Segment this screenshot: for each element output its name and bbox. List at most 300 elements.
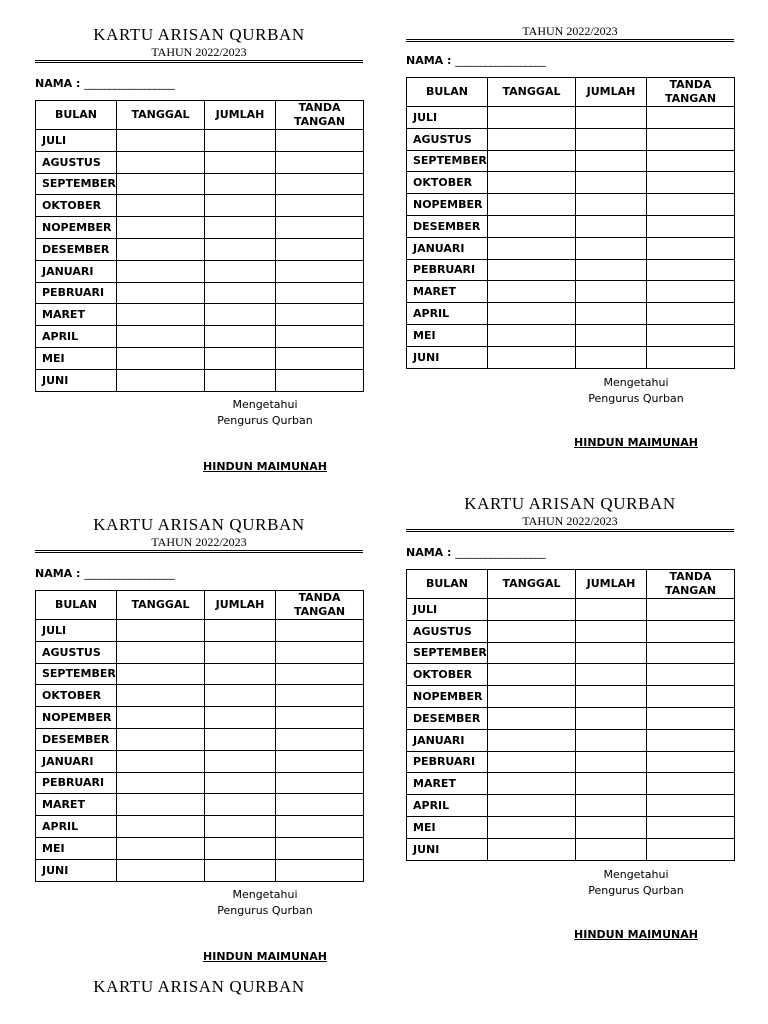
date-cell[interactable] (488, 259, 576, 281)
table-row (407, 150, 735, 172)
amount-cell[interactable] (205, 282, 276, 304)
signature-cell[interactable] (647, 194, 735, 216)
column-header: BULAN (36, 101, 117, 130)
month-cell: MARET (36, 794, 117, 816)
acknowledged-label: Mengetahui (232, 397, 298, 411)
amount-cell[interactable] (205, 151, 276, 173)
date-cell[interactable] (488, 751, 576, 773)
date-cell[interactable] (488, 107, 576, 129)
month-cell: JULI (36, 620, 117, 642)
month-cell: PEBRUARI (407, 751, 488, 773)
column-header: BULAN (407, 570, 488, 599)
table-row (36, 173, 364, 195)
signature-cell[interactable] (276, 304, 364, 326)
column-header: TANGGAL (117, 591, 205, 620)
table-row (36, 794, 364, 816)
signature-cell[interactable] (647, 707, 735, 729)
amount-cell[interactable] (576, 259, 647, 281)
name-blank: __________________ (455, 54, 546, 67)
date-cell[interactable] (488, 838, 576, 860)
month-cell: DESEMBER (36, 728, 117, 750)
month-cell: PEBRUARI (36, 772, 117, 794)
date-cell[interactable] (117, 794, 205, 816)
amount-cell[interactable] (576, 172, 647, 194)
card-partial-bottom (35, 977, 363, 997)
month-cell: NOPEMBER (407, 194, 488, 216)
amount-cell[interactable] (205, 728, 276, 750)
month-cell: SEPTEMBER (36, 173, 117, 195)
signatory-name: HINDUN MAIMUNAH (203, 459, 327, 473)
payment-table (406, 569, 735, 861)
amount-cell[interactable] (576, 599, 647, 621)
table-header-row (407, 78, 735, 107)
date-cell[interactable] (488, 707, 576, 729)
month-cell: NOPEMBER (36, 217, 117, 239)
month-cell: JANUARI (407, 237, 488, 259)
amount-cell[interactable] (205, 238, 276, 260)
table-row (36, 195, 364, 217)
month-cell: JUNI (407, 838, 488, 860)
acknowledged-label: Mengetahui (603, 867, 669, 881)
signature-cell[interactable] (647, 281, 735, 303)
card-title: KARTU ARISAN QURBAN (93, 977, 305, 996)
signature-cell[interactable] (276, 685, 364, 707)
divider (35, 550, 363, 553)
table-row (407, 642, 735, 664)
table-row (36, 369, 364, 391)
date-cell[interactable] (117, 195, 205, 217)
column-header: TANDA TANGAN (647, 570, 735, 599)
signature-cell[interactable] (276, 837, 364, 859)
name-field (406, 546, 734, 560)
month-cell: MARET (407, 773, 488, 795)
amount-cell[interactable] (576, 237, 647, 259)
amount-cell[interactable] (576, 107, 647, 129)
month-cell: MEI (407, 324, 488, 346)
table-row (407, 664, 735, 686)
signature-cell[interactable] (276, 217, 364, 239)
signature-cell[interactable] (647, 664, 735, 686)
table-row (407, 281, 735, 303)
signature-cell[interactable] (647, 795, 735, 817)
amount-cell[interactable] (205, 260, 276, 282)
signature-cell[interactable] (276, 663, 364, 685)
date-cell[interactable] (117, 173, 205, 195)
signature-block (165, 397, 365, 475)
table-row (407, 599, 735, 621)
card-top-right (406, 24, 734, 451)
role-label: Pengurus Qurban (217, 413, 313, 427)
month-cell: JUNI (36, 859, 117, 881)
table-row (36, 326, 364, 348)
column-header: JUMLAH (576, 78, 647, 107)
signature-cell[interactable] (647, 816, 735, 838)
signature-cell[interactable] (276, 750, 364, 772)
signature-cell[interactable] (276, 238, 364, 260)
table-row (407, 215, 735, 237)
table-row (36, 282, 364, 304)
table-row (36, 859, 364, 881)
amount-cell[interactable] (576, 194, 647, 216)
date-cell[interactable] (488, 215, 576, 237)
table-row (407, 172, 735, 194)
table-row (36, 707, 364, 729)
amount-cell[interactable] (576, 128, 647, 150)
signature-cell[interactable] (647, 172, 735, 194)
table-header-row (407, 570, 735, 599)
date-cell[interactable] (117, 663, 205, 685)
month-cell: JUNI (36, 369, 117, 391)
table-row (36, 130, 364, 152)
table-row (407, 107, 735, 129)
column-header: TANGGAL (488, 78, 576, 107)
card-year: TAHUN 2022/2023 (151, 535, 247, 549)
amount-cell[interactable] (205, 859, 276, 881)
table-row (407, 324, 735, 346)
amount-cell[interactable] (205, 707, 276, 729)
amount-cell[interactable] (205, 326, 276, 348)
signature-cell[interactable] (647, 751, 735, 773)
date-cell[interactable] (117, 217, 205, 239)
table-row (36, 663, 364, 685)
signature-cell[interactable] (647, 838, 735, 860)
month-cell: JULI (407, 107, 488, 129)
column-header: BULAN (36, 591, 117, 620)
date-cell[interactable] (488, 150, 576, 172)
table-row (36, 837, 364, 859)
name-label: NAMA : (35, 77, 81, 90)
date-cell[interactable] (117, 728, 205, 750)
amount-cell[interactable] (205, 750, 276, 772)
amount-cell[interactable] (576, 215, 647, 237)
signature-cell[interactable] (647, 620, 735, 642)
signature-cell[interactable] (276, 772, 364, 794)
table-row (407, 707, 735, 729)
amount-cell[interactable] (576, 281, 647, 303)
table-row (407, 237, 735, 259)
month-cell: OKTOBER (407, 172, 488, 194)
table-row (407, 838, 735, 860)
acknowledged-label: Mengetahui (603, 375, 669, 389)
amount-cell[interactable] (205, 641, 276, 663)
table-row (407, 816, 735, 838)
amount-cell[interactable] (205, 685, 276, 707)
date-cell[interactable] (488, 324, 576, 346)
signature-cell[interactable] (647, 729, 735, 751)
table-row (407, 773, 735, 795)
table-row (407, 194, 735, 216)
signature-cell[interactable] (276, 816, 364, 838)
date-cell[interactable] (117, 326, 205, 348)
date-cell[interactable] (117, 641, 205, 663)
table-row (407, 729, 735, 751)
month-cell: APRIL (36, 816, 117, 838)
table-row (36, 750, 364, 772)
name-label: NAMA : (406, 546, 452, 559)
table-row (36, 816, 364, 838)
card-year: TAHUN 2022/2023 (151, 45, 247, 59)
amount-cell[interactable] (576, 838, 647, 860)
signature-cell[interactable] (647, 324, 735, 346)
amount-cell[interactable] (205, 794, 276, 816)
signature-cell[interactable] (647, 128, 735, 150)
card-title: KARTU ARISAN QURBAN (464, 494, 676, 513)
table-row (36, 728, 364, 750)
signature-cell[interactable] (276, 173, 364, 195)
signature-cell[interactable] (647, 215, 735, 237)
divider (406, 39, 734, 42)
date-cell[interactable] (488, 816, 576, 838)
date-cell[interactable] (117, 859, 205, 881)
date-cell[interactable] (117, 816, 205, 838)
name-label: NAMA : (35, 567, 81, 580)
table-row (36, 685, 364, 707)
signature-cell[interactable] (276, 130, 364, 152)
acknowledged-label: Mengetahui (232, 887, 298, 901)
signatory-name: HINDUN MAIMUNAH (574, 435, 698, 449)
name-blank: __________________ (455, 546, 546, 559)
signature-cell[interactable] (276, 728, 364, 750)
payment-table (35, 100, 364, 392)
month-cell: SEPTEMBER (407, 642, 488, 664)
table-row (407, 620, 735, 642)
month-cell: PEBRUARI (36, 282, 117, 304)
table-row (36, 151, 364, 173)
amount-cell[interactable] (205, 663, 276, 685)
month-cell: JULI (36, 130, 117, 152)
table-row (407, 751, 735, 773)
name-blank: __________________ (84, 77, 175, 90)
column-header: BULAN (407, 78, 488, 107)
month-cell: NOPEMBER (36, 707, 117, 729)
amount-cell[interactable] (576, 150, 647, 172)
amount-cell[interactable] (576, 664, 647, 686)
signature-cell[interactable] (647, 259, 735, 281)
month-cell: MARET (407, 281, 488, 303)
signature-block (165, 887, 365, 965)
role-label: Pengurus Qurban (588, 883, 684, 897)
column-header: TANDA TANGAN (276, 101, 364, 130)
amount-cell[interactable] (576, 346, 647, 368)
month-cell: NOPEMBER (407, 686, 488, 708)
signature-cell[interactable] (647, 237, 735, 259)
signature-cell[interactable] (276, 260, 364, 282)
month-cell: AGUSTUS (407, 128, 488, 150)
table-row (36, 620, 364, 642)
table-row (407, 128, 735, 150)
month-cell: JANUARI (407, 729, 488, 751)
date-cell[interactable] (117, 685, 205, 707)
role-label: Pengurus Qurban (588, 391, 684, 405)
signature-cell[interactable] (647, 303, 735, 325)
divider (406, 529, 734, 532)
date-cell[interactable] (117, 620, 205, 642)
date-cell[interactable] (488, 620, 576, 642)
month-cell: APRIL (407, 795, 488, 817)
payment-table (35, 590, 364, 882)
signature-cell[interactable] (647, 773, 735, 795)
column-header: JUMLAH (205, 101, 276, 130)
column-header: JUMLAH (576, 570, 647, 599)
signature-cell[interactable] (647, 346, 735, 368)
month-cell: JUNI (407, 346, 488, 368)
signature-cell[interactable] (276, 282, 364, 304)
signature-cell[interactable] (647, 150, 735, 172)
month-cell: JULI (407, 599, 488, 621)
card-year: TAHUN 2022/2023 (522, 24, 618, 38)
signature-cell[interactable] (276, 620, 364, 642)
date-cell[interactable] (488, 773, 576, 795)
signature-cell[interactable] (276, 707, 364, 729)
amount-cell[interactable] (205, 816, 276, 838)
table-row (36, 347, 364, 369)
table-row (36, 238, 364, 260)
signature-cell[interactable] (276, 369, 364, 391)
month-cell: APRIL (36, 326, 117, 348)
signatory-name: HINDUN MAIMUNAH (574, 927, 698, 941)
card-bottom-right (406, 494, 734, 943)
column-header: JUMLAH (205, 591, 276, 620)
signature-cell[interactable] (276, 859, 364, 881)
date-cell[interactable] (117, 151, 205, 173)
name-field (406, 54, 734, 68)
month-cell: MEI (407, 816, 488, 838)
table-row (36, 260, 364, 282)
date-cell[interactable] (488, 346, 576, 368)
amount-cell[interactable] (205, 620, 276, 642)
column-header: TANDA TANGAN (276, 591, 364, 620)
amount-cell[interactable] (576, 707, 647, 729)
signature-cell[interactable] (276, 794, 364, 816)
name-field (35, 567, 363, 581)
signature-block (536, 375, 736, 451)
month-cell: OKTOBER (36, 195, 117, 217)
month-cell: OKTOBER (36, 685, 117, 707)
amount-cell[interactable] (205, 304, 276, 326)
payment-table (406, 77, 735, 369)
month-cell: JANUARI (36, 750, 117, 772)
month-cell: MEI (36, 837, 117, 859)
date-cell[interactable] (117, 707, 205, 729)
date-cell[interactable] (488, 237, 576, 259)
name-field (35, 77, 363, 91)
month-cell: SEPTEMBER (407, 150, 488, 172)
date-cell[interactable] (117, 130, 205, 152)
amount-cell[interactable] (205, 369, 276, 391)
date-cell[interactable] (117, 772, 205, 794)
signature-cell[interactable] (276, 151, 364, 173)
date-cell[interactable] (488, 795, 576, 817)
month-cell: MARET (36, 304, 117, 326)
date-cell[interactable] (488, 664, 576, 686)
amount-cell[interactable] (576, 751, 647, 773)
amount-cell[interactable] (576, 324, 647, 346)
amount-cell[interactable] (205, 130, 276, 152)
amount-cell[interactable] (576, 816, 647, 838)
name-label: NAMA : (406, 54, 452, 67)
signature-cell[interactable] (276, 195, 364, 217)
date-cell[interactable] (488, 128, 576, 150)
date-cell[interactable] (117, 260, 205, 282)
date-cell[interactable] (488, 303, 576, 325)
month-cell: DESEMBER (407, 707, 488, 729)
table-row (407, 303, 735, 325)
month-cell: AGUSTUS (36, 151, 117, 173)
date-cell[interactable] (117, 347, 205, 369)
date-cell[interactable] (488, 642, 576, 664)
amount-cell[interactable] (576, 686, 647, 708)
card-title: KARTU ARISAN QURBAN (93, 515, 305, 534)
month-cell: DESEMBER (407, 215, 488, 237)
date-cell[interactable] (117, 282, 205, 304)
date-cell[interactable] (117, 837, 205, 859)
name-blank: __________________ (84, 567, 175, 580)
amount-cell[interactable] (205, 772, 276, 794)
date-cell[interactable] (488, 599, 576, 621)
amount-cell[interactable] (576, 795, 647, 817)
date-cell[interactable] (488, 281, 576, 303)
signatory-name: HINDUN MAIMUNAH (203, 949, 327, 963)
table-header-row (36, 591, 364, 620)
table-row (36, 217, 364, 239)
amount-cell[interactable] (576, 773, 647, 795)
signature-block (536, 867, 736, 943)
amount-cell[interactable] (205, 173, 276, 195)
column-header: TANGGAL (117, 101, 205, 130)
date-cell[interactable] (117, 304, 205, 326)
signature-cell[interactable] (647, 686, 735, 708)
date-cell[interactable] (488, 194, 576, 216)
amount-cell[interactable] (576, 303, 647, 325)
divider (35, 60, 363, 63)
column-header: TANGGAL (488, 570, 576, 599)
month-cell: JANUARI (36, 260, 117, 282)
amount-cell[interactable] (576, 620, 647, 642)
amount-cell[interactable] (205, 195, 276, 217)
signature-cell[interactable] (276, 347, 364, 369)
card-title: KARTU ARISAN QURBAN (93, 25, 305, 44)
amount-cell[interactable] (205, 217, 276, 239)
date-cell[interactable] (488, 729, 576, 751)
table-row (407, 795, 735, 817)
month-cell: DESEMBER (36, 238, 117, 260)
table-row (36, 304, 364, 326)
amount-cell[interactable] (205, 837, 276, 859)
signature-cell[interactable] (647, 642, 735, 664)
amount-cell[interactable] (205, 347, 276, 369)
card-top-left (35, 25, 363, 475)
signature-cell[interactable] (647, 107, 735, 129)
date-cell[interactable] (117, 750, 205, 772)
date-cell[interactable] (488, 172, 576, 194)
table-row (407, 259, 735, 281)
table-header-row (36, 101, 364, 130)
month-cell: AGUSTUS (36, 641, 117, 663)
month-cell: APRIL (407, 303, 488, 325)
date-cell[interactable] (117, 369, 205, 391)
date-cell[interactable] (488, 686, 576, 708)
card-year: TAHUN 2022/2023 (522, 514, 618, 528)
date-cell[interactable] (117, 238, 205, 260)
table-row (36, 772, 364, 794)
month-cell: SEPTEMBER (36, 663, 117, 685)
amount-cell[interactable] (576, 729, 647, 751)
amount-cell[interactable] (576, 642, 647, 664)
table-row (407, 686, 735, 708)
signature-cell[interactable] (647, 599, 735, 621)
signature-cell[interactable] (276, 641, 364, 663)
signature-cell[interactable] (276, 326, 364, 348)
